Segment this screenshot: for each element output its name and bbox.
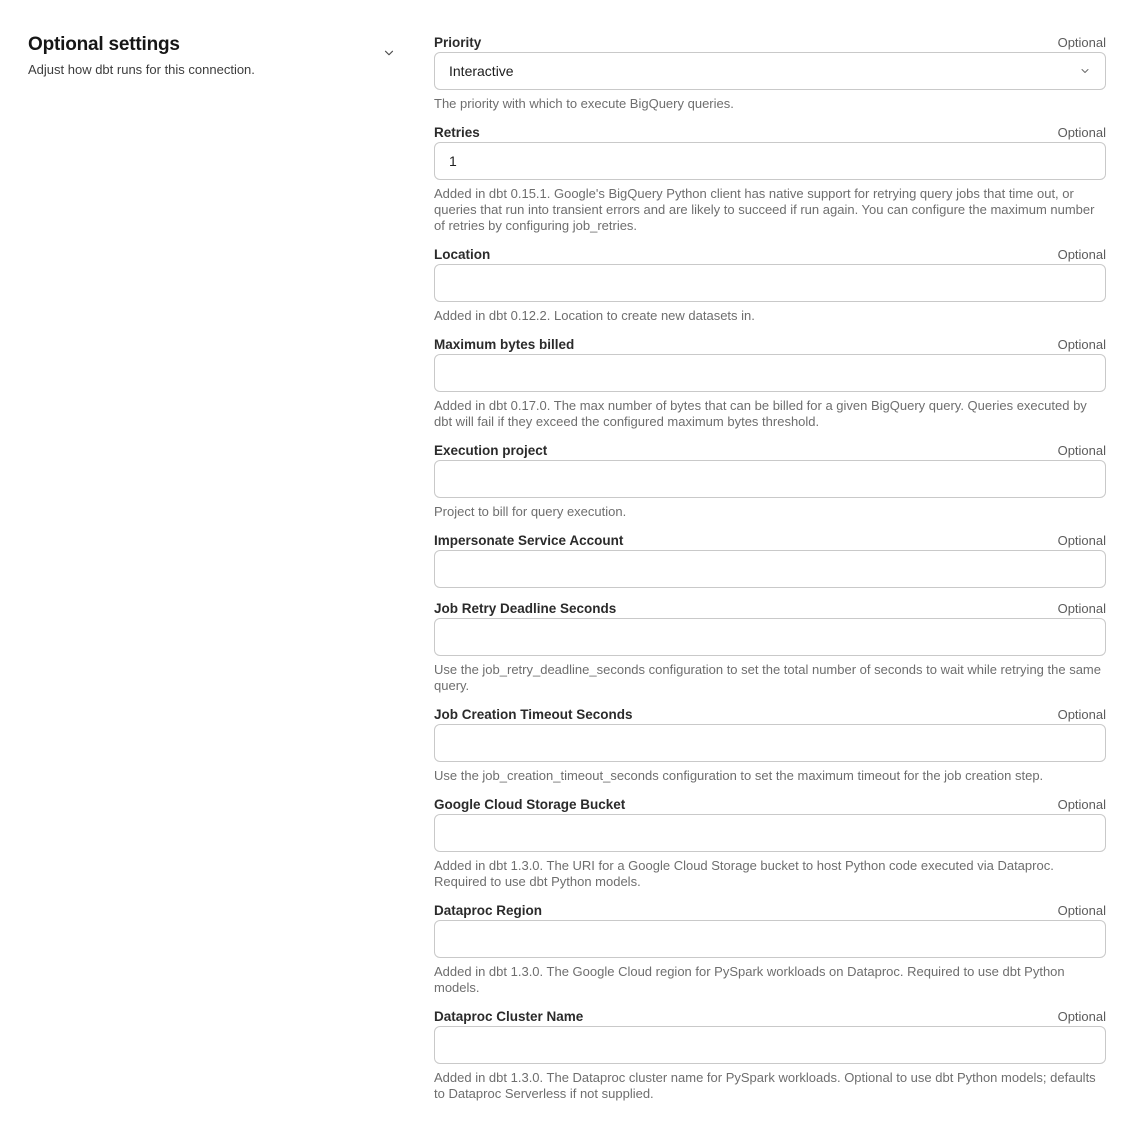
optional-badge: Optional [1057, 533, 1106, 548]
field-retries [434, 124, 1106, 234]
field-helper: Added in dbt 1.3.0. The Dataproc cluster name for PySpark workloads. Optional to use dbt Python models; defaults to Dataproc Serverless if not supplied. [434, 1070, 1096, 1101]
job-retry-deadline-seconds-input[interactable] [434, 618, 1106, 656]
field-header [434, 124, 1106, 142]
section-collapse-button[interactable] [382, 46, 396, 60]
page-title: Optional settings [28, 34, 180, 55]
dataproc-region-input[interactable] [434, 920, 1106, 958]
optional-badge: Optional [1057, 707, 1106, 722]
section-text [28, 34, 255, 78]
maximum-bytes-billed-input[interactable] [434, 354, 1106, 392]
field-helper: The priority with which to execute BigQuery queries. [434, 96, 734, 111]
field-header [434, 532, 1106, 550]
optional-badge: Optional [1057, 337, 1106, 352]
dataproc-cluster-name-input[interactable] [434, 1026, 1106, 1064]
field-header [434, 600, 1106, 618]
fields-list [434, 34, 1106, 1114]
field-header [434, 246, 1106, 264]
optional-badge: Optional [1057, 601, 1106, 616]
field-label: Job Creation Timeout Seconds [434, 707, 633, 722]
field-google-cloud-storage-bucket [434, 796, 1106, 890]
field-label: Retries [434, 125, 480, 140]
optional-badge: Optional [1057, 35, 1106, 50]
field-header [434, 1008, 1106, 1026]
field-helper: Added in dbt 0.17.0. The max number of bytes that can be billed for a given BigQuery query. Queries executed by dbt will fail if they exceed the configured maximum bytes threshold. [434, 398, 1087, 429]
chevron-down-icon [1079, 65, 1091, 77]
field-header [434, 336, 1106, 354]
select-value: Interactive [449, 63, 514, 79]
field-label: Location [434, 247, 491, 262]
google-cloud-storage-bucket-input[interactable] [434, 814, 1106, 852]
field-helper: Added in dbt 1.3.0. The Google Cloud region for PySpark workloads on Dataproc. Required to use dbt Python models. [434, 964, 1065, 995]
field-job-creation-timeout-seconds [434, 706, 1106, 784]
job-creation-timeout-seconds-input[interactable] [434, 724, 1106, 762]
field-label: Job Retry Deadline Seconds [434, 601, 617, 616]
field-helper: Use the job_retry_deadline_seconds configuration to set the total number of seconds to wait while retrying the same query. [434, 662, 1101, 693]
field-label: Dataproc Region [434, 903, 543, 918]
retries-input[interactable] [434, 142, 1106, 180]
field-impersonate-service-account [434, 532, 1106, 588]
section-subtitle: Adjust how dbt runs for this connection. [28, 62, 255, 77]
field-label: Execution project [434, 443, 548, 458]
priority-select[interactable] [434, 52, 1106, 90]
field-execution-project [434, 442, 1106, 520]
section-info [28, 34, 418, 78]
field-header [434, 34, 1106, 52]
field-job-retry-deadline-seconds [434, 600, 1106, 694]
optional-badge: Optional [1057, 797, 1106, 812]
field-helper: Added in dbt 0.12.2. Location to create new datasets in. [434, 308, 755, 323]
field-label: Maximum bytes billed [434, 337, 575, 352]
field-priority [434, 34, 1106, 112]
optional-badge: Optional [1057, 247, 1106, 262]
optional-badge: Optional [1057, 1009, 1106, 1024]
field-helper: Use the job_creation_timeout_seconds configuration to set the maximum timeout for the job creation step. [434, 768, 1044, 783]
field-header [434, 796, 1106, 814]
field-header [434, 706, 1106, 724]
field-helper: Added in dbt 1.3.0. The URI for a Google Cloud Storage bucket to host Python code executed via Dataproc. Required to use dbt Python models. [434, 858, 1054, 889]
optional-badge: Optional [1057, 125, 1106, 140]
field-maximum-bytes-billed [434, 336, 1106, 430]
impersonate-service-account-input[interactable] [434, 550, 1106, 588]
field-location [434, 246, 1106, 324]
field-helper: Project to bill for query execution. [434, 504, 627, 519]
field-label: Priority [434, 35, 482, 50]
field-label: Dataproc Cluster Name [434, 1009, 584, 1024]
field-dataproc-cluster-name [434, 1008, 1106, 1102]
optional-badge: Optional [1057, 903, 1106, 918]
field-label: Impersonate Service Account [434, 533, 624, 548]
field-header [434, 442, 1106, 460]
execution-project-input[interactable] [434, 460, 1106, 498]
location-input[interactable] [434, 264, 1106, 302]
field-label: Google Cloud Storage Bucket [434, 797, 626, 812]
field-helper: Added in dbt 0.15.1. Google's BigQuery Python client has native support for retrying query jobs that time out, or queries that run into transient errors and are likely to succeed if run again. You can configure the maximum number of retries by configuring job_retries. [434, 186, 1095, 233]
settings-layout [28, 34, 1106, 1114]
field-dataproc-region [434, 902, 1106, 996]
optional-badge: Optional [1057, 443, 1106, 458]
field-header [434, 902, 1106, 920]
chevron-down-icon [382, 46, 396, 60]
